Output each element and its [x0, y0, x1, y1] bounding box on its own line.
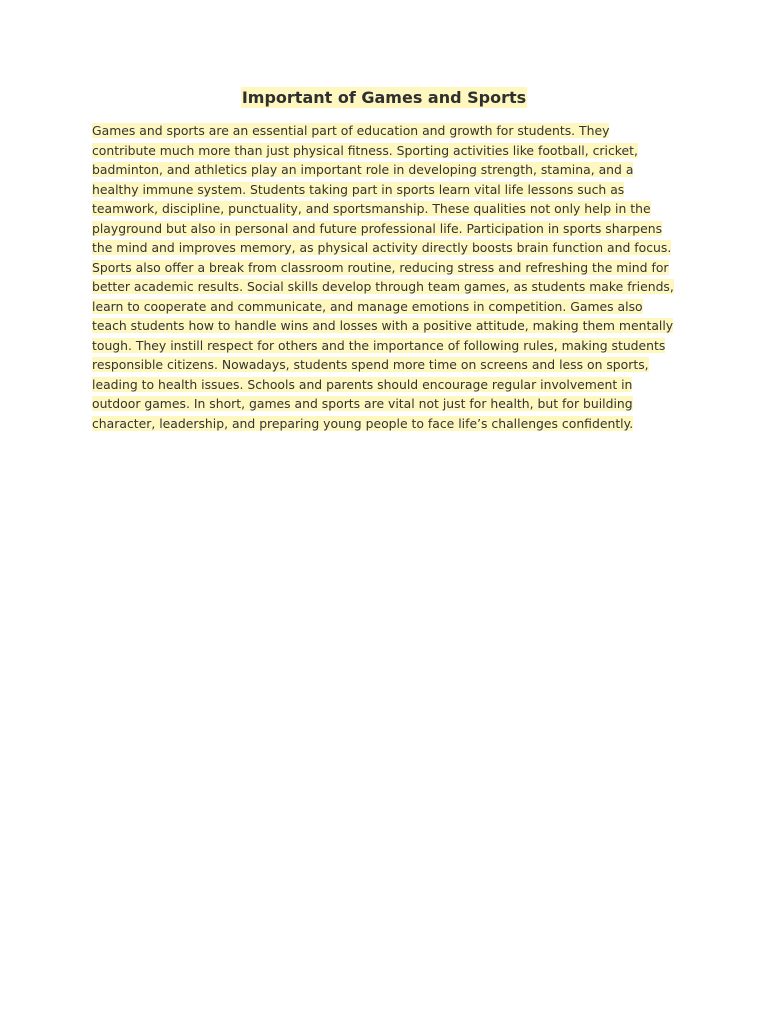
essay-text: Games and sports are an essential part of education and growth for students. They contribute much more than just physical fitness. Sporting activities like football, cricket, badminton, and athletics play an important role in developing strength, stamina, and a healthy immune system. Students taking part in sports learn vital life lessons such as teamwork, discipline, punctuality, and sportsmanship. These qualities not only help in the playground but also in personal and future professional life. Participation in sports sharpens the mind and improves memory, as physical activity directly boosts brain function and focus. Sports also offer a break from classroom routine, reducing stress and refreshing the mind for better academic results. Social skills develop through team games, as students make friends, learn to cooperate and communicate, and manage emotions in competition. Games also teach students how to handle wins and losses with a positive attitude, making them mentally tough. They instill respect for others and the importance of following rules, making students responsible citizens. Nowadays, students spend more time on screens and less on sports, leading to health issues. Schools and parents should encourage regular involvement in outdoor games. In short, games and sports are vital not just for health, but for building character, leadership, and preparing young people to face life’s challenges confidently. [92, 123, 674, 431]
page-title: Important of Games and Sports [241, 88, 527, 107]
title-container [0, 86, 768, 110]
essay-paragraph [92, 121, 676, 433]
body-container [92, 121, 676, 433]
